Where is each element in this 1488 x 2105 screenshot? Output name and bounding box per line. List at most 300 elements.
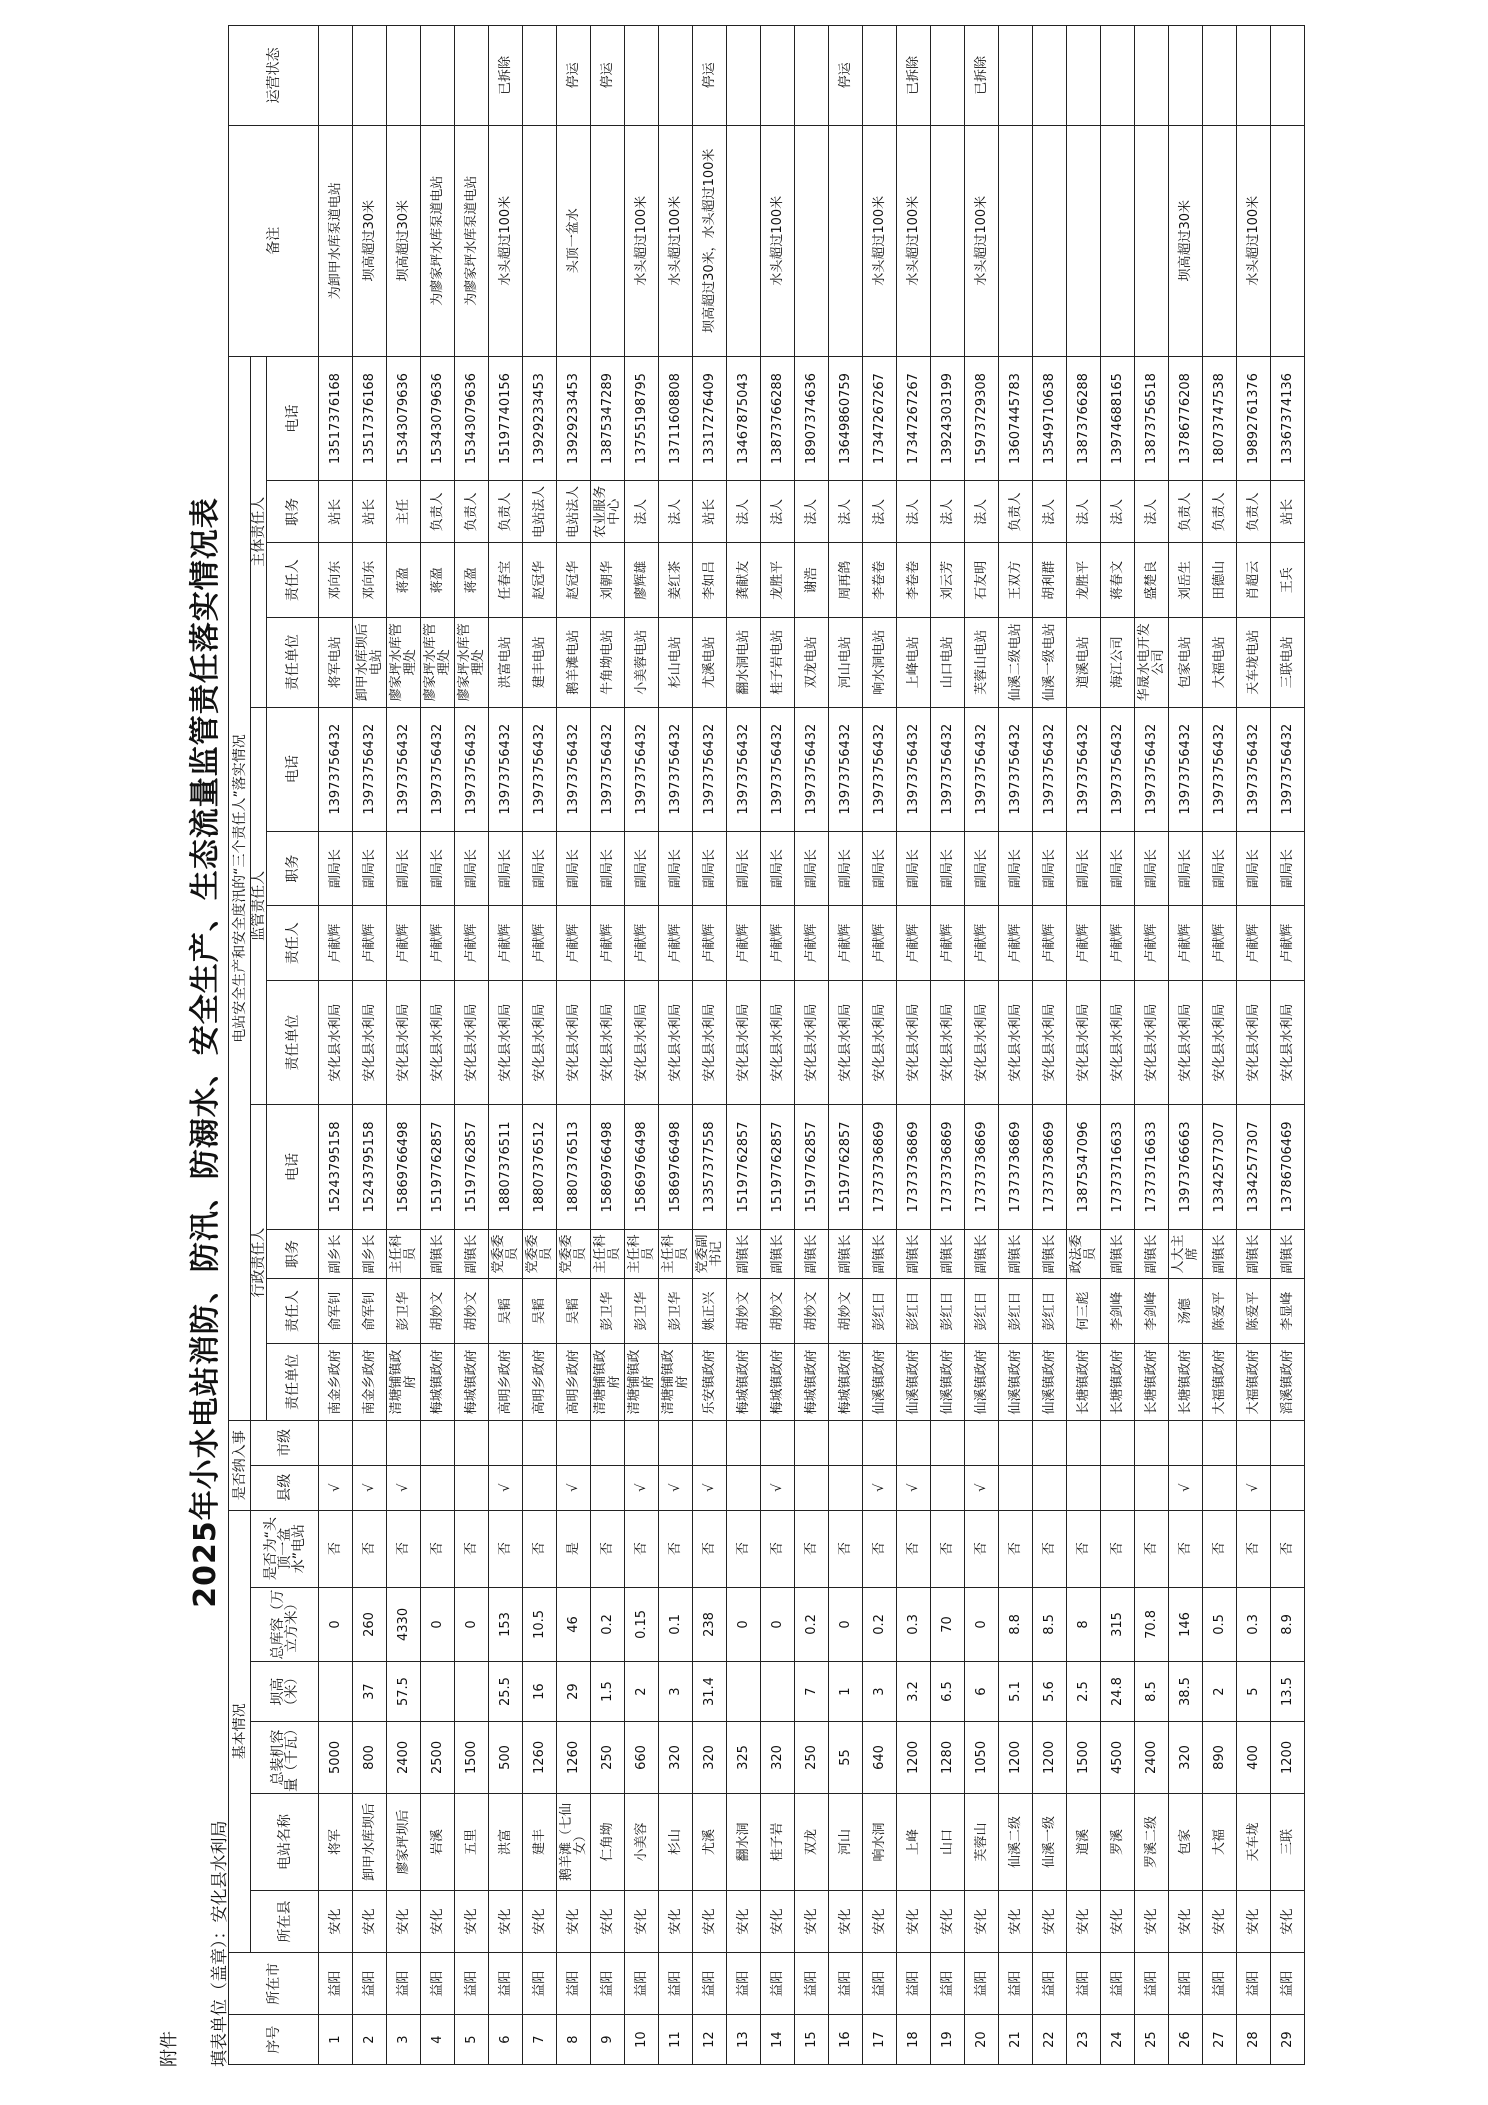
table-cell: 副镇长 — [999, 1229, 1033, 1279]
table-cell: 安化县水利局 — [965, 980, 999, 1104]
table-cell: 卢献辉 — [557, 906, 591, 981]
table-cell: 胡妙文 — [455, 1279, 489, 1344]
header-main-phone: 电话 — [267, 356, 319, 480]
table-cell: 13973756432 — [353, 707, 387, 831]
table-cell — [897, 1421, 931, 1466]
table-cell: 副局长 — [625, 831, 659, 906]
table-cell: 否 — [727, 1510, 761, 1587]
table-cell: 副局长 — [353, 831, 387, 906]
table-cell — [931, 125, 965, 356]
table-cell: 15869766498 — [659, 1105, 693, 1229]
table-cell: 梅城镇政府 — [727, 1343, 761, 1420]
table-row — [761, 26, 795, 2065]
header-super-resp: 监管责任人 — [251, 707, 267, 1105]
table-cell — [727, 125, 761, 356]
table-cell: 否 — [1203, 1510, 1237, 1587]
table-cell: 李显峰 — [1271, 1279, 1305, 1344]
table-cell: 0.2 — [795, 1587, 829, 1662]
table-cell: 安化县水利局 — [625, 980, 659, 1104]
table-cell: 15243795158 — [319, 1105, 353, 1229]
table-cell: 法人 — [863, 481, 897, 543]
table-cell: 13973756432 — [421, 707, 455, 831]
header-county-level: 县级 — [251, 1465, 319, 1510]
table-cell: 13924303199 — [931, 356, 965, 480]
table-cell: √ — [693, 1465, 727, 1510]
table-cell: √ — [557, 1465, 591, 1510]
table-cell: √ — [319, 1465, 353, 1510]
table-cell: 副镇长 — [1101, 1229, 1135, 1279]
table-cell: 安化 — [1067, 1890, 1101, 1952]
table-cell: 彭红日 — [931, 1279, 965, 1344]
table-cell: 4500 — [1101, 1721, 1135, 1793]
table-cell: 17373736869 — [863, 1105, 897, 1229]
table-cell: 李剑峰 — [1135, 1279, 1169, 1344]
header-admin-resp: 行政责任人 — [251, 1105, 267, 1421]
table-cell: 250 — [591, 1721, 625, 1793]
table-row — [795, 26, 829, 2065]
table-cell: 13875347096 — [1067, 1105, 1101, 1229]
table-cell — [829, 1421, 863, 1466]
table-cell: 卢献辉 — [353, 906, 387, 981]
table-cell: 卢献辉 — [1067, 906, 1101, 981]
table-cell: 副局长 — [795, 831, 829, 906]
table-cell: 王兵 — [1271, 543, 1305, 618]
table-cell: 安化 — [1203, 1890, 1237, 1952]
responsibility-table — [228, 25, 1305, 2065]
table-cell: 0 — [829, 1587, 863, 1662]
table-cell: 卢献辉 — [591, 906, 625, 981]
table-cell: 道溪 — [1067, 1794, 1101, 1891]
table-cell: 停运 — [557, 26, 591, 126]
table-cell: 卸甲水库坝后 — [353, 1794, 387, 1891]
table-cell: 13517376168 — [319, 356, 353, 480]
table-cell: 23 — [1067, 2015, 1101, 2065]
table-cell: 否 — [319, 1510, 353, 1587]
table-cell: 6.5 — [931, 1662, 965, 1722]
table-cell: 廖家坪水库管理处 — [387, 618, 421, 708]
table-cell: 李剑峰 — [1101, 1279, 1135, 1344]
table-cell: 16 — [523, 1662, 557, 1722]
table-cell: 3 — [659, 1662, 693, 1722]
table-cell: 22 — [1033, 2015, 1067, 2065]
table-cell: 益阳 — [1237, 1953, 1271, 2015]
table-cell: 安化县水利局 — [1237, 980, 1271, 1104]
table-cell — [421, 1465, 455, 1510]
table-cell: 13786706469 — [1271, 1105, 1305, 1229]
table-cell — [625, 1421, 659, 1466]
table-cell — [489, 1421, 523, 1466]
table-cell: 安化 — [1101, 1890, 1135, 1952]
table-cell: 9 — [591, 2015, 625, 2065]
table-cell — [1033, 26, 1067, 126]
table-cell: 彭红日 — [999, 1279, 1033, 1344]
table-body — [319, 26, 1305, 2065]
table-cell: 副镇长 — [897, 1229, 931, 1279]
table-cell: 周再鸽 — [829, 543, 863, 618]
table-cell: 副镇长 — [1135, 1229, 1169, 1279]
table-cell — [931, 1421, 965, 1466]
table-cell: 彭卫华 — [591, 1279, 625, 1344]
table-cell: 法人 — [795, 481, 829, 543]
table-cell — [999, 125, 1033, 356]
table-cell — [1237, 1421, 1271, 1466]
table-cell: 安化 — [897, 1890, 931, 1952]
table-cell: 15197762857 — [421, 1105, 455, 1229]
table-cell: 13342577307 — [1237, 1105, 1271, 1229]
table-cell: 13973756432 — [1237, 707, 1271, 831]
table-cell: 副局长 — [863, 831, 897, 906]
table-cell: 坝高超过30米，水头超过100米 — [693, 125, 727, 356]
table-cell: 13873766288 — [1067, 356, 1101, 480]
table-cell: 11 — [659, 2015, 693, 2065]
table-cell: 安化县水利局 — [1169, 980, 1203, 1104]
table-cell: 29 — [1271, 2015, 1305, 2065]
table-cell: 王双方 — [999, 543, 1033, 618]
table-cell: 滔溪镇政府 — [1271, 1343, 1305, 1420]
table-cell: 法人 — [1101, 481, 1135, 543]
table-cell: 238 — [693, 1587, 727, 1662]
table-cell: 尤溪 — [693, 1794, 727, 1891]
table-cell: 1050 — [965, 1721, 999, 1793]
page-title: 2025年小水电站消防、防汛、防溺水、安全生产、生态流量监管责任落实情况表 — [188, 497, 223, 1608]
table-cell: 13973756432 — [965, 707, 999, 831]
table-cell: 副局长 — [1067, 831, 1101, 906]
table-cell: 13973756432 — [591, 707, 625, 831]
table-cell — [931, 26, 965, 126]
table-cell: 13467875043 — [727, 356, 761, 480]
table-cell: 否 — [387, 1510, 421, 1587]
table-cell: 俞军钊 — [353, 1279, 387, 1344]
table-cell: 1280 — [931, 1721, 965, 1793]
table-cell: 副镇长 — [761, 1229, 795, 1279]
table-cell: 3 — [863, 1662, 897, 1722]
table-cell: 否 — [795, 1510, 829, 1587]
table-cell: 10 — [625, 2015, 659, 2065]
table-cell: 鹅羊滩电站 — [557, 618, 591, 708]
table-cell: 13973756432 — [489, 707, 523, 831]
table-cell: 主任科员 — [591, 1229, 625, 1279]
table-cell: 13973766663 — [1169, 1105, 1203, 1229]
table-cell: 蒋盈 — [455, 543, 489, 618]
table-cell: 杉山电站 — [659, 618, 693, 708]
table-cell: 为廖家坪水库泵道电站 — [455, 125, 489, 356]
table-cell: 小美容 — [625, 1794, 659, 1891]
table-cell: 卢献辉 — [455, 906, 489, 981]
table-cell: 党委委员 — [523, 1229, 557, 1279]
table-cell: 彭卫华 — [625, 1279, 659, 1344]
table-cell: 将军 — [319, 1794, 353, 1891]
table-cell: 1200 — [1271, 1721, 1305, 1793]
header-main-post: 职务 — [267, 481, 319, 543]
table-cell: 安化 — [1237, 1890, 1271, 1952]
table-cell: 5 — [1237, 1662, 1271, 1722]
table-cell: 安化 — [523, 1890, 557, 1952]
table-cell: 梅城镇政府 — [421, 1343, 455, 1420]
table-cell: 卢献辉 — [999, 906, 1033, 981]
table-cell: 安化 — [319, 1890, 353, 1952]
table-cell: 负责人 — [489, 481, 523, 543]
table-cell: 山口电站 — [931, 618, 965, 708]
header-county: 所在县 — [251, 1890, 319, 1952]
table-cell: 水头超过100米 — [1237, 125, 1271, 356]
table-cell — [1271, 1465, 1305, 1510]
header-city: 所在市 — [229, 1953, 319, 2015]
table-cell: 建丰电站 — [523, 618, 557, 708]
table-row — [353, 26, 387, 2065]
table-cell: 停运 — [591, 26, 625, 126]
table-cell: 13973756432 — [863, 707, 897, 831]
table-cell: 8.5 — [1033, 1587, 1067, 1662]
table-cell: 杉山 — [659, 1794, 693, 1891]
table-cell: 640 — [863, 1721, 897, 1793]
table-cell: 任春宝 — [489, 543, 523, 618]
table-cell: 0 — [761, 1587, 795, 1662]
header-super-unit: 责任单位 — [267, 980, 319, 1104]
table-cell: 卢献辉 — [829, 906, 863, 981]
table-cell: 副局长 — [387, 831, 421, 906]
table-cell: 赵冠华 — [557, 543, 591, 618]
table-cell — [625, 26, 659, 126]
table-cell: 安化 — [353, 1890, 387, 1952]
table-cell — [455, 26, 489, 126]
table-cell: 153 — [489, 1587, 523, 1662]
table-cell — [1067, 125, 1101, 356]
table-cell: 否 — [761, 1510, 795, 1587]
table-cell — [999, 1465, 1033, 1510]
table-cell: 益阳 — [1101, 1953, 1135, 2015]
table-cell: 廖辉雄 — [625, 543, 659, 618]
table-cell: 17373736869 — [999, 1105, 1033, 1229]
table-cell: 13973756432 — [1135, 707, 1169, 831]
table-cell: 长塘镇政府 — [1101, 1343, 1135, 1420]
table-cell: 卢献辉 — [489, 906, 523, 981]
table-row — [1101, 26, 1135, 2065]
table-cell: 坝高超过30米 — [1169, 125, 1203, 356]
table-cell: 否 — [863, 1510, 897, 1587]
table-cell: 14 — [761, 2015, 795, 2065]
header-main-person: 责任人 — [267, 543, 319, 618]
header-resp-group: 电站安全生产和安全度汛的“三个责任人”落实情况 — [229, 356, 251, 1420]
table-cell: 70.8 — [1135, 1587, 1169, 1662]
table-row — [421, 26, 455, 2065]
table-cell: 否 — [591, 1510, 625, 1587]
table-cell: 益阳 — [387, 1953, 421, 2015]
table-cell: 38.5 — [1169, 1662, 1203, 1722]
table-cell: 0.15 — [625, 1587, 659, 1662]
table-cell: 彭红日 — [1033, 1279, 1067, 1344]
table-cell: 胡妙文 — [761, 1279, 795, 1344]
table-cell: 13973756432 — [1033, 707, 1067, 831]
table-cell: 安化 — [795, 1890, 829, 1952]
table-cell: 卢献辉 — [1135, 906, 1169, 981]
table-cell: 0.3 — [897, 1587, 931, 1662]
table-cell: 安化县水利局 — [659, 980, 693, 1104]
table-cell: 梅城镇政府 — [455, 1343, 489, 1420]
table-cell: 副局长 — [727, 831, 761, 906]
table-cell: 安化县水利局 — [319, 980, 353, 1104]
table-cell: 副镇长 — [1203, 1229, 1237, 1279]
table-cell: 响水洞 — [863, 1794, 897, 1891]
table-cell: 卢献辉 — [625, 906, 659, 981]
table-cell: √ — [489, 1465, 523, 1510]
table-cell: 15343079636 — [455, 356, 489, 480]
table-cell: 清塘铺镇政府 — [387, 1343, 421, 1420]
table-row — [625, 26, 659, 2065]
table-cell: 盛楚良 — [1135, 543, 1169, 618]
table-cell: 13.5 — [1271, 1662, 1305, 1722]
table-cell: 21 — [999, 2015, 1033, 2065]
table-cell: 党委委员 — [489, 1229, 523, 1279]
table-cell: 道溪电站 — [1067, 618, 1101, 708]
table-cell: √ — [659, 1465, 693, 1510]
table-cell: 否 — [693, 1510, 727, 1587]
table-cell: 吴韬 — [557, 1279, 591, 1344]
table-cell: 安化 — [727, 1890, 761, 1952]
table-cell: 卢献辉 — [1169, 906, 1203, 981]
table-cell: 0 — [421, 1587, 455, 1662]
table-cell: 大福电站 — [1203, 618, 1237, 708]
table-cell: 1200 — [1033, 1721, 1067, 1793]
table-cell: 邓向东 — [353, 543, 387, 618]
table-cell: 龚献友 — [727, 543, 761, 618]
table-row — [455, 26, 489, 2065]
table-cell: 13367374136 — [1271, 356, 1305, 480]
table-cell: 否 — [1033, 1510, 1067, 1587]
table-cell: 副局长 — [1271, 831, 1305, 906]
table-cell: 安化 — [421, 1890, 455, 1952]
table-cell: 18807376512 — [523, 1105, 557, 1229]
table-cell: 安化县水利局 — [353, 980, 387, 1104]
table-cell — [1033, 125, 1067, 356]
table-cell: 否 — [523, 1510, 557, 1587]
table-cell: 响水洞电站 — [863, 618, 897, 708]
table-cell: 高明乡政府 — [523, 1343, 557, 1420]
table-cell: 副局长 — [1169, 831, 1203, 906]
table-cell: 安化县水利局 — [999, 980, 1033, 1104]
table-cell — [353, 26, 387, 126]
table-cell: 长塘镇政府 — [1135, 1343, 1169, 1420]
table-cell: 梅城镇政府 — [829, 1343, 863, 1420]
header-admin-unit: 责任单位 — [267, 1343, 319, 1420]
table-cell: 8 — [1067, 1587, 1101, 1662]
table-cell: 13973756432 — [1067, 707, 1101, 831]
table-cell: 卢献辉 — [523, 906, 557, 981]
table-cell: 17373736869 — [897, 1105, 931, 1229]
table-cell: 325 — [727, 1721, 761, 1793]
table-cell: 13929233453 — [557, 356, 591, 480]
table-cell — [319, 1421, 353, 1466]
table-cell: 副局长 — [659, 831, 693, 906]
table-cell: 安化县水利局 — [557, 980, 591, 1104]
table-cell: 坝高超过30米 — [387, 125, 421, 356]
table-cell: 13973756432 — [1203, 707, 1237, 831]
table-cell — [1203, 1421, 1237, 1466]
table-cell: 仙溪二级 — [999, 1794, 1033, 1891]
table-cell: 罗溪 — [1101, 1794, 1135, 1891]
table-cell: 邓向东 — [319, 543, 353, 618]
table-cell: 安化 — [557, 1890, 591, 1952]
table-cell: 31.4 — [693, 1662, 727, 1722]
table-cell: 13317276409 — [693, 356, 727, 480]
table-row — [557, 26, 591, 2065]
table-cell: 益阳 — [557, 1953, 591, 2015]
table-cell: 8.8 — [999, 1587, 1033, 1662]
table-cell: 13973756432 — [897, 707, 931, 831]
table-cell: 否 — [625, 1510, 659, 1587]
table-cell: √ — [761, 1465, 795, 1510]
table-cell: 15197762857 — [727, 1105, 761, 1229]
table-cell: 安化 — [931, 1890, 965, 1952]
table-cell: 24 — [1101, 2015, 1135, 2065]
table-cell: 5.1 — [999, 1662, 1033, 1722]
table-cell — [1033, 1421, 1067, 1466]
table-cell: 副乡长 — [353, 1229, 387, 1279]
table-cell — [1271, 1421, 1305, 1466]
table-cell: 仙溪二级电站 — [999, 618, 1033, 708]
table-cell — [727, 1465, 761, 1510]
table-cell: 副局长 — [965, 831, 999, 906]
table-cell: 安化 — [387, 1890, 421, 1952]
table-cell: 副局长 — [761, 831, 795, 906]
table-cell: 尤溪电站 — [693, 618, 727, 708]
table-cell: 卢献辉 — [659, 906, 693, 981]
table-cell — [455, 1421, 489, 1466]
table-cell: 8.5 — [1135, 1662, 1169, 1722]
table-cell: 0 — [319, 1587, 353, 1662]
table-cell: 17373736869 — [931, 1105, 965, 1229]
table-cell — [387, 26, 421, 126]
table-cell: 安化 — [591, 1890, 625, 1952]
table-cell: 否 — [1271, 1510, 1305, 1587]
table-cell: 1260 — [557, 1721, 591, 1793]
table-cell: 副镇长 — [421, 1229, 455, 1279]
table-cell: 五里 — [455, 1794, 489, 1891]
table-cell: 益阳 — [965, 1953, 999, 2015]
table-row — [319, 26, 353, 2065]
table-cell: √ — [863, 1465, 897, 1510]
table-cell: 水头超过100米 — [897, 125, 931, 356]
table-cell: 副镇长 — [727, 1229, 761, 1279]
table-cell: 益阳 — [1033, 1953, 1067, 2015]
table-cell: 1500 — [1067, 1721, 1101, 1793]
table-cell: 仙溪镇政府 — [965, 1343, 999, 1420]
table-cell: 15869766498 — [387, 1105, 421, 1229]
table-cell: 益阳 — [591, 1953, 625, 2015]
table-cell: 华晟水电开发公司 — [1135, 618, 1169, 708]
table-cell: 芙蓉山电站 — [965, 618, 999, 708]
table-cell: 胡妙文 — [795, 1279, 829, 1344]
table-cell — [1101, 125, 1135, 356]
table-cell: 卢献辉 — [319, 906, 353, 981]
table-cell: 安化 — [1033, 1890, 1067, 1952]
table-cell: 站长 — [353, 481, 387, 543]
table-cell: 19 — [931, 2015, 965, 2065]
table-cell — [727, 26, 761, 126]
table-cell — [999, 1421, 1033, 1466]
table-cell — [931, 1465, 965, 1510]
table-cell: 副乡长 — [319, 1229, 353, 1279]
table-cell — [1101, 1465, 1135, 1510]
table-cell — [795, 1465, 829, 1510]
table-cell: 8 — [557, 2015, 591, 2065]
table-cell: 仙溪一级 — [1033, 1794, 1067, 1891]
table-cell: 副局长 — [319, 831, 353, 906]
table-cell: 长塘镇政府 — [1169, 1343, 1203, 1420]
table-cell: 头顶一盆水 — [557, 125, 591, 356]
table-cell: 副局长 — [999, 831, 1033, 906]
table-cell: 芙蓉山 — [965, 1794, 999, 1891]
table-cell: 1 — [829, 1662, 863, 1722]
